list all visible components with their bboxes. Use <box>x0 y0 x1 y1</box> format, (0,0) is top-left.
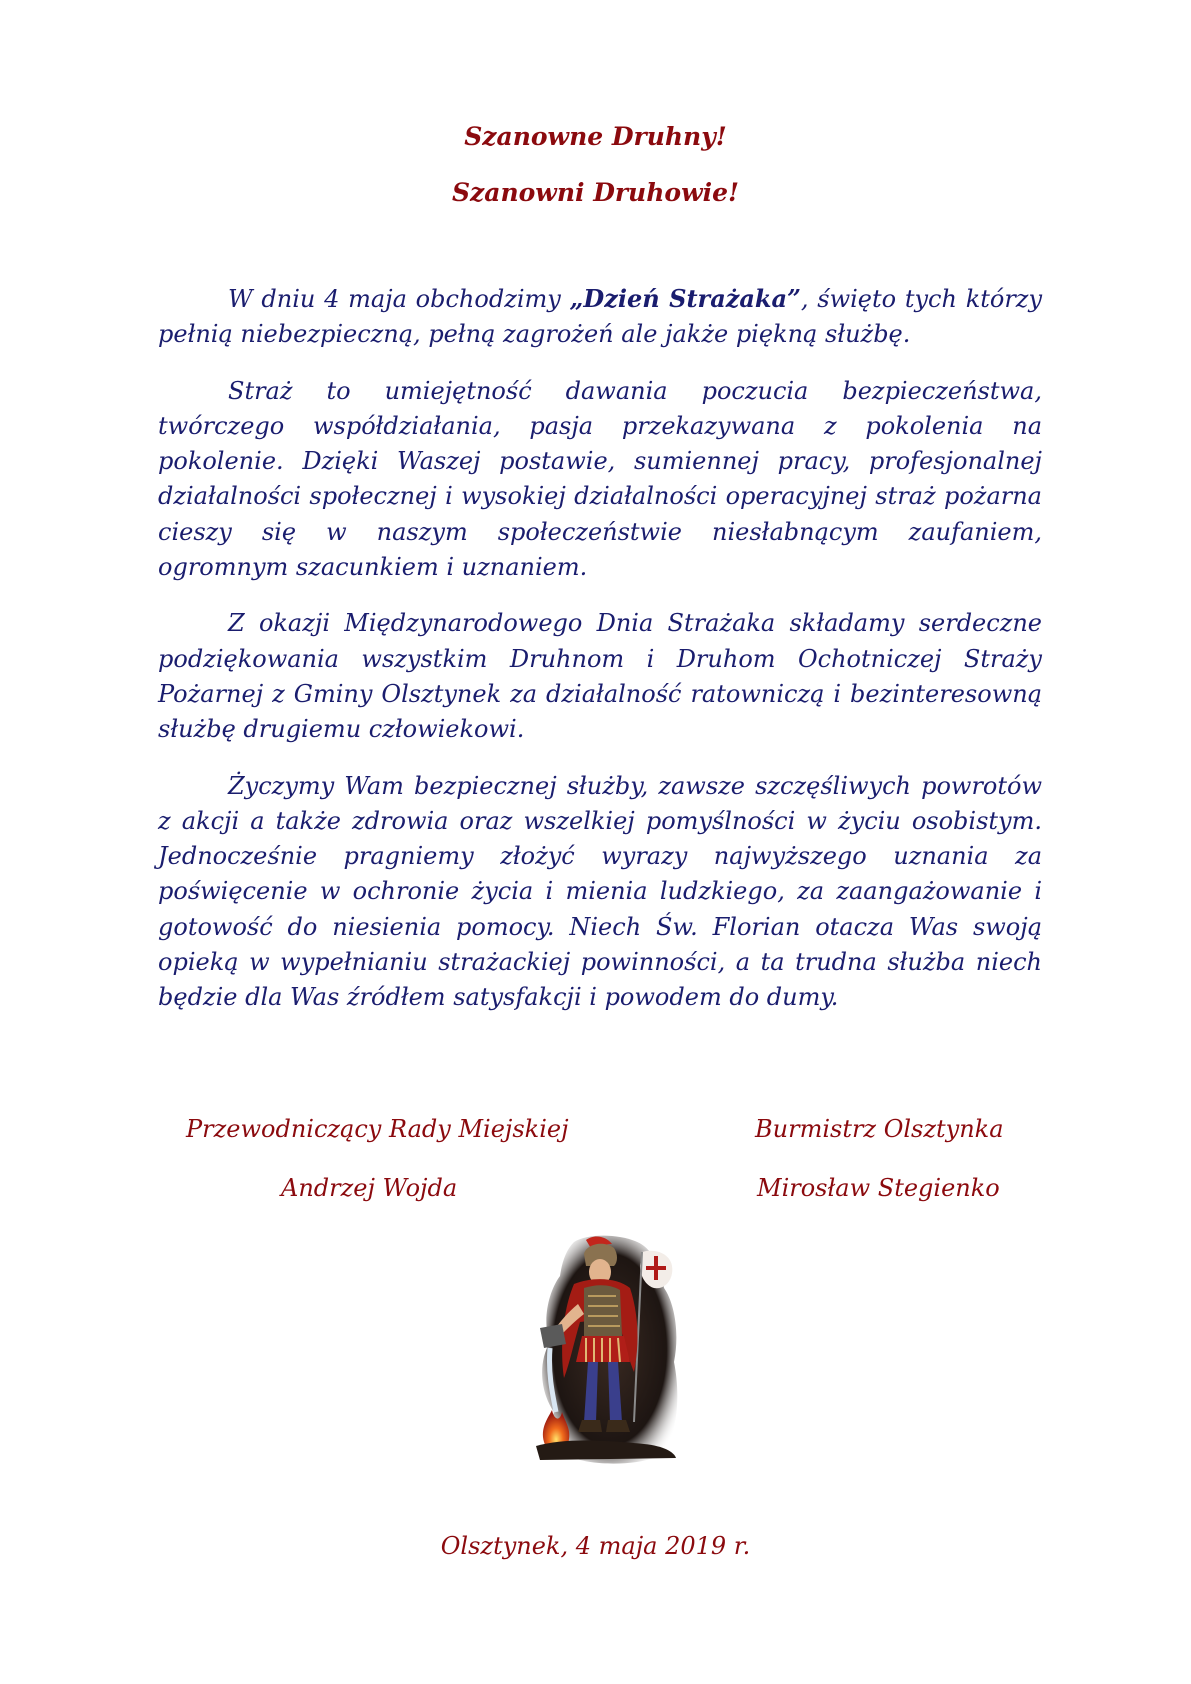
paragraph-1-intro: W dniu 4 maja obchodzimy <box>228 285 570 313</box>
signature-right-name: Mirosław Stegienko <box>757 1174 1000 1202</box>
signature-left-title: Przewodniczący Rady Miejskiej <box>186 1115 569 1143</box>
signature-left-name: Andrzej Wojda <box>281 1174 458 1202</box>
greeting-druhny: Szanowne Druhny! <box>464 122 727 151</box>
paragraph-1-rest: , święto tych którzy pełnią niebezpieczną, pełną zagrożeń ale jakże piękną służbę. <box>158 285 1043 349</box>
paragraph-3: Z okazji Międzynarodowego Dnia Strażaka składamy serdeczne podziękowania wszystkim Druhnom i Druhom Ochotniczej Straży Pożarnej z Gminy Olsztynek za działalność ratowniczą i bezinteresowną służbę drugiemu człowiekowi. <box>158 609 1042 744</box>
saint-florian-icon <box>534 1232 684 1466</box>
greeting-druhowie: Szanowni Druhowie! <box>452 178 739 207</box>
signature-right-title: Burmistrz Olsztynka <box>755 1115 1004 1143</box>
holiday-name: „Dzień Strażaka” <box>569 284 801 313</box>
date-line: Olsztynek, 4 maja 2019 r. <box>440 1532 751 1560</box>
paragraph-4: Życzymy Wam bezpiecznej służby, zawsze szczęśliwych powrotów z akcji a także zdrowia oraz wszelkiej pomyślności w życiu osobistym. Jednocześnie pragniemy złożyć wyrazy najwyższego uznania za poświęcenie w ochronie życia i mienia ludzkiego, za zaangażowanie i gotowość do niesienia pomocy. Niech Św. Florian otacza Was swoją opieką w wypełnianiu strażackiej powinności, a ta trudna służba niech będzie dla Was źródłem satysfakcji i powodem do dumy. <box>158 771 1042 1012</box>
paragraph-2: Straż to umiejętność dawania poczucia bezpieczeństwa, twórczego współdziałania, pasja przekazywana z pokolenia na pokolenie. Dzięki Waszej postawie, sumiennej pracy, profesjonalnej działalności społecznej i wysokiej działalności operacyjnej straż pożarna cieszy się w naszym społeczeństwie niesłabnącym zaufaniem, ogromnym szacunkiem i uznaniem. <box>158 376 1042 582</box>
letter-body <box>158 281 1042 1037</box>
paragraph-1 <box>158 281 1042 353</box>
